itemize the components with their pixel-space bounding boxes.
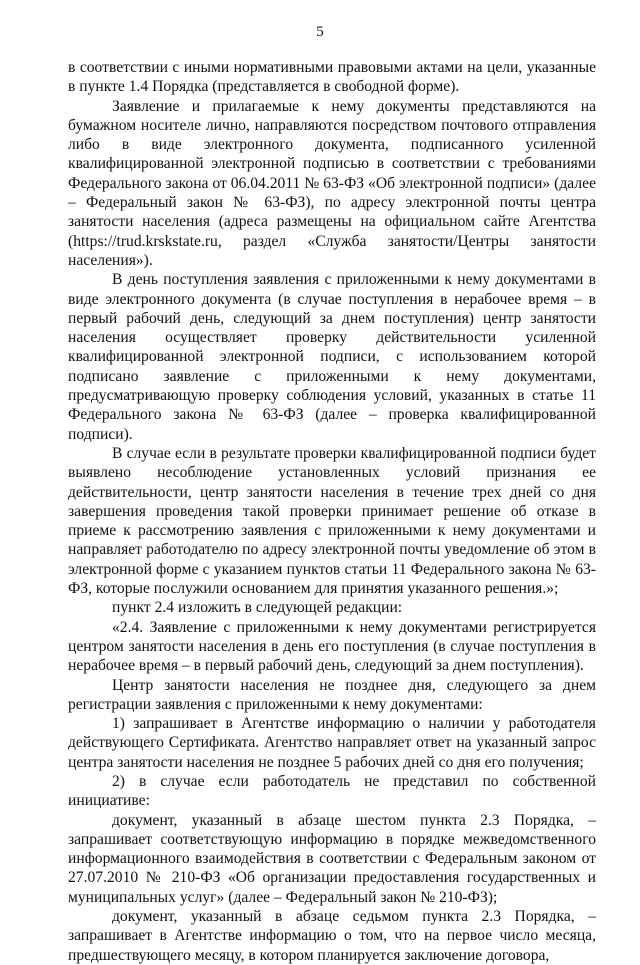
paragraph: В случае если в результате проверки квалифицированной подписи будет выявлено несоблюдение установленных условий признания ее действительности, центр занятости населения в течение трех дней со дня завершения проведения такой проверки принимает решение об отказе в приеме к рассмотрению заявления с приложенными к нему документами и направляет работодателю по адресу электронной почты уведомление об этом в электронной форме с указанием пунктов статьи 11 Федерального закона № 63-ФЗ, которые послужили основанием для принятия указанного решения.»; (68, 444, 596, 598)
page-number: 5 (316, 24, 324, 40)
paragraph: В день поступления заявления с приложенными к нему документами в виде электронного документа (в случае поступления в нерабочее время – в первый рабочий день, следующий за днем поступления) центр занятости населения осуществляет проверку действительности усиленной квалифицированной электронной подписи, с использованием которой подписано заявление с приложенными к нему документами, предусматривающую проверку соблюдения условий, указанных в статье 11 Федерального закона № 63-ФЗ (далее – проверка квалифицированной подписи). (68, 271, 596, 443)
paragraph: «2.4. Заявление с приложенными к нему документами регистрируется центром занятости населения в день его поступления (в случае поступления в нерабочее время – в первый рабочий день, следующий за днем поступления). (68, 618, 596, 675)
paragraph: 2) в случае если работодатель не представил по собственной инициативе: (68, 772, 596, 810)
paragraph: 1) запрашивает в Агентстве информацию о наличии у работодателя действующего Сертификата. Агентство направляет ответ на указанный запрос центра занятости населения не позднее 5 рабочих дней со дня его получения; (68, 715, 596, 771)
paragraph: документ, указанный в абзаце шестом пункта 2.3 Порядка, – запрашивает соответствующую информацию в порядке межведомственного информационного взаимодействия в соответствии с Федеральным законом от 27.07.2010 № 210-ФЗ «Об организации предоставления государственных и муниципальных услуг» (далее – Федеральный закон № 210-ФЗ); (68, 811, 596, 906)
paragraph: в соответствии с иными нормативными правовыми актами на цели, указанные в пункте 1.4 Порядка (представляется в свободной форме). (68, 59, 596, 96)
paragraph: документ, указанный в абзаце седьмом пункта 2.3 Порядка, – запрашивает в Агентстве информацию о том, что на первое число месяца, предшествующего месяцу, в котором планируется заключение договора, (68, 908, 596, 964)
paragraph: Центр занятости населения не позднее дня, следующего за днем регистрации заявления с приложенными к нему документами: (68, 676, 596, 713)
paragraph: пункт 2.4 изложить в следующей редакции: (112, 599, 403, 617)
document-body (68, 58, 596, 965)
paragraph: Заявление и прилагаемые к нему документы представляются на бумажном носителе лично, направляются посредством почтового отправления либо в виде электронного документа, подписанного усиленной квалифицированной электронной подписью в соответствии с требованиями Федерального закона от 06.04.2011 № 63-ФЗ «Об электронной подписи» (далее – Федеральный закон № 63-ФЗ), по адресу электронной почты центра занятости населения (адреса размещены на официальном сайте Агентства (https://trud.krskstate.ru, раздел «Служба занятости/Центры занятости населения»). (68, 97, 596, 269)
